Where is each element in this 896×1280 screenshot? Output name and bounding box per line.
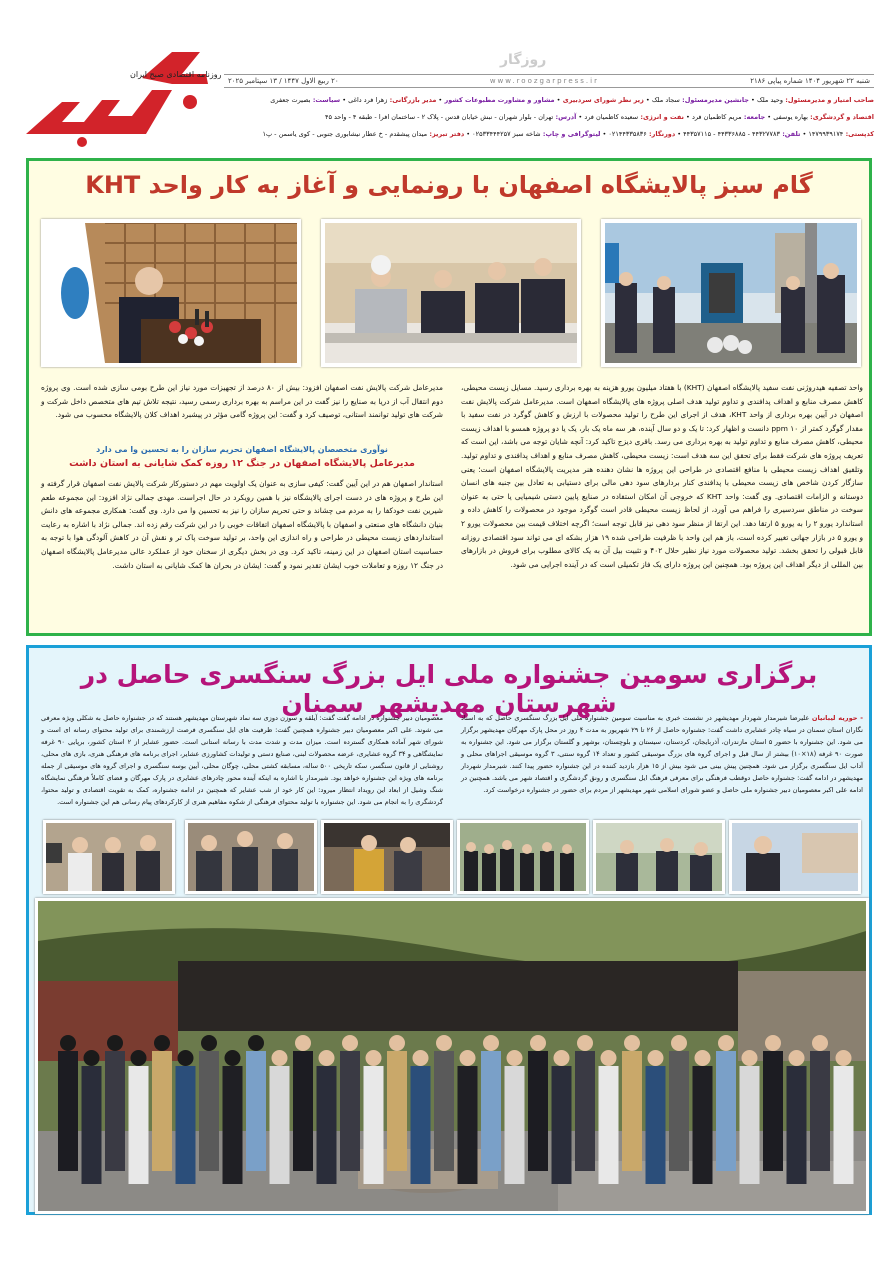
person bbox=[787, 1066, 807, 1184]
staff-role: زیر نظر شورای سردبیری bbox=[560, 96, 644, 104]
person bbox=[810, 1051, 830, 1171]
staff-role: لیتوگرافی و چاپ: bbox=[540, 130, 601, 138]
staff-role: جانشین مدیرمسئول: bbox=[679, 96, 749, 104]
thumb-1 bbox=[729, 820, 861, 894]
person bbox=[740, 1066, 760, 1184]
person bbox=[387, 1051, 407, 1171]
person-head bbox=[131, 1050, 147, 1066]
person-head bbox=[530, 1035, 546, 1051]
person-head bbox=[765, 1035, 781, 1051]
staff-value: سعیده کاظمیان فرد bbox=[584, 113, 639, 121]
staff-value: میدان پیشقدم - خ عطار نیشابوری جنوبی - کوی یاسمن - پ۱ bbox=[262, 130, 428, 138]
person bbox=[340, 1051, 360, 1171]
faint-logo: روزگار bbox=[500, 52, 547, 68]
person-head bbox=[577, 1035, 593, 1051]
person bbox=[176, 1066, 196, 1184]
person-head bbox=[248, 1035, 264, 1051]
thumb-6 bbox=[43, 820, 175, 894]
person bbox=[622, 1051, 642, 1171]
person bbox=[58, 1051, 78, 1171]
thumb-3 bbox=[457, 820, 589, 894]
staff-value: تهران - بلوار شهران - نبش خیابان قدس - پلاک ۲ - ساختمان افرا - طبقه ۴ - واحد ۴۵ bbox=[324, 113, 554, 121]
person-head bbox=[695, 1050, 711, 1066]
person-head bbox=[413, 1050, 429, 1066]
person-head bbox=[601, 1050, 617, 1066]
person-head bbox=[483, 1035, 499, 1051]
person-head bbox=[201, 1035, 217, 1051]
thumb-2 bbox=[593, 820, 725, 894]
refinery-col-right: واحد تصفیه هیدروژنی نفت سفید پالایشگاه اصفهان (KHT) با هفتاد میلیون یورو هزینه به بهره برداری رسید. مسایل زیست محیطی، کاهش مصرف منابع و اهداف پدافندی و تداوم تولید هدف اصلی پروژه های پالایشگاه اصفهان است. مدیرعامل شرکت پالایش نفت اصفهان در آیین بهره برداری از واحد KHT، هدف از اجرای این طرح را تولید محصولات با ارزش و کاهش گوگرد در نفت سفید با مقدار گوگرد کمتر از ppm ۱۰ دانست و اظهار کرد: تا یک و دو سال آینده، هر سه ماه یک بار، یک یا دو پروژه همسو با اهداف زیست محیطی، کاهش مصرف منابع و تداوم تولید به بهره برداری می رسد. باقری دیزج تاکید کرد: آنچه شایان توجه می باشد، این است که تعریف پروژه های شرکت فقط برای تحقق این سه هدف است: زیست محیطی، کاهش مصرف منابع و اهداف پدافندی و تداوم تولید. وتلفیق اهداف زیست محیطی با منافع اقتصادی در طراحی این پروژه ها نشان دهنده هنر مدیریت پالایشگاه اصفهان است؛ یعنی سازگار کردن شاخص های زیست محیطی با پدافندی کنار بردارهای سود دهی مالی برای دستیابی به تعادل بین جنبه های انسان دوستانه و الزامات اقتصادی. وی گفت: واحد KHT که خروجی آن امکان استفاده در صنایع پایین دستی شیمیایی یا حتی به عنوان سوخت در مناطق سردسیری را فراهم می آورد، از لحاظ زیست محیطی قادر است گوگرد موجود در محصولات را کاهش داده و استاندارد یورو ۲ را به یورو ۵ ارتقا دهد. این ارتقا از منظر سود دهی نیز قابل توجه است؛ اگرچه اختلاف قیمت بین محصولات یورو ۲ و یورو ۵ در بازار جهانی تغییر کرده است، باز هم این واحد با ظرفیت طراحی شده ۱۹ هزار بشکه ای می تواند سود اقتصادی روزانه قابل قبولی را تحقق بخشد. تولید محصولات مورد نیاز نظیر حلال ۴۰۲ و تثبیت بیل آن به یک کالای مطلوب برای فروش در بازارهای بین المللی از دیگر اهداف این پروژه بود. همچنین این پروژه دارای یک فاز تکمیلی است که در آینده اجرایی می شود. bbox=[461, 383, 864, 569]
festival-col-left: معصومیان دبیر جشنواره در ادامه گفت گفت: آیلقه و سوزن دوزی سه نماد شهرستان مهدیشهر هستند که در جشنواره حاصل به شکلی ویژه معرفی می شوند. علی اکبر معصومیان دبیر جشنواره همچنین گفت: ظرفیت های ایل سنگسری فرصت ارزشمندی برای تولید محتوای رسانه ای است و شورای شهر آماده همکاری گسترده است. میزان مدت و شدت مدت با رسانه استانی است. حضور عشایر از ۲ استان کشور، برپایی ۹۰ غرفه نمایشگاهی و ۳۴ گروه عشایری، عرضه محصولات لبنی، صنایع دستی و تولیدات کشاورزی عشایر، اجرای برنامه های فرهنگی هنری، بازی های محلی، روشنایی از قانون سنگسر، سکه تاریخی ۵۰۰ ساله، مسابقه کشتی محلی، چوگان محلی، آیین بوسه سنگسری و اجرای گروه های موسیقی از جمله برنامه های ویژه این جشنواره خواهد بود. شیرمدار با اشاره به اینکه آینده محور چادرهای عشایری در پارک مهرگان و فضای کاملاً فرهنگی نمایشگاه شنگ وشیل از ابعاد این رویداد انتظار میرود: این کار خود از شب عشایر که همچنین در ادامه جشنواره، کمک به تقویت اقتصادی و تولید محتوا، گردشگری را به انجام می شود. این جشنواره با تولید محتوای فرهنگی از شکوه مفاهیم هنری از کارکردهای پیام رسانی هم این جشنواره است. bbox=[41, 714, 444, 806]
person bbox=[434, 1051, 454, 1171]
article-refinery bbox=[26, 158, 872, 636]
person bbox=[458, 1066, 478, 1184]
issue-number: شنبه ۲۲ شهریور ۱۴۰۴ شماره پیاپی ۲۱۸۶ bbox=[750, 77, 870, 85]
person-head bbox=[84, 1050, 100, 1066]
festival-byline: - حوریه لیبانیان bbox=[811, 714, 863, 722]
staff-line-2: اقتصاد و گردشگری: بهاره یوسفی • جامعه: مریم کاظمیان فرد • نفت و انرژی: سعیده کاظمیان فرد • آدرس: تهران - بلوار شهران - نبش خیابان قدس - پلاک ۲ - ساختمان افرا - طبقه ۴ - واحد ۴۵ bbox=[324, 113, 874, 121]
person bbox=[317, 1066, 337, 1184]
thumb-4 bbox=[321, 820, 453, 894]
person-head bbox=[272, 1050, 288, 1066]
person bbox=[528, 1051, 548, 1171]
person bbox=[669, 1051, 689, 1171]
staff-role: کدپستی: bbox=[843, 130, 874, 138]
person bbox=[834, 1066, 854, 1184]
photo-meeting bbox=[321, 219, 581, 367]
person-head bbox=[507, 1050, 523, 1066]
staff-value: ۰۲۱۴۴۳۳۵۸۳۶ bbox=[608, 130, 647, 138]
staff-role: اقتصاد و گردشگری: bbox=[807, 113, 874, 121]
person bbox=[293, 1051, 313, 1171]
refinery-subheading-b: مدیرعامل پالایشگاه اصفهان در جنگ ۱۲ روزه کمک شایانی به استان داشت bbox=[69, 458, 415, 469]
staff-role: دورنگار: bbox=[646, 130, 676, 138]
person bbox=[646, 1066, 666, 1184]
person-head bbox=[319, 1050, 335, 1066]
person-head bbox=[554, 1050, 570, 1066]
person bbox=[223, 1066, 243, 1184]
roozgar-logo bbox=[22, 38, 212, 150]
staff-role: جامعه: bbox=[741, 113, 766, 121]
person-head bbox=[460, 1050, 476, 1066]
website-url[interactable]: www.roozgarpress.ir bbox=[489, 77, 599, 85]
person bbox=[481, 1051, 501, 1171]
staff-role: نفت و انرژی: bbox=[638, 113, 684, 121]
person-head bbox=[836, 1050, 852, 1066]
person bbox=[246, 1051, 266, 1171]
staff-value: بصیرت جعفری bbox=[270, 96, 311, 104]
refinery-headline: گام سبز پالایشگاه اصفهان با رونمایی و آغاز به کار واحد KHT bbox=[85, 171, 813, 199]
refinery-subheading-a: نوآوری متخصصان پالایشگاه اصفهان تحریم سازان را به تحسین وا می دارد bbox=[96, 445, 388, 454]
staff-value: ۱۴۷۹۹۳۹۱۷۴ bbox=[808, 130, 844, 138]
person bbox=[599, 1066, 619, 1184]
staff-value: ۴۴۳۲۷۷۸۳ - ۴۴۳۳۶۸۸۵ - ۴۴۳۵۷۱۱۵ bbox=[683, 130, 780, 138]
person-head bbox=[366, 1050, 382, 1066]
person bbox=[716, 1051, 736, 1171]
person bbox=[270, 1066, 290, 1184]
festival-col-right bbox=[461, 712, 863, 796]
person-head bbox=[436, 1035, 452, 1051]
staff-value: زهرا فرد داغی bbox=[348, 96, 388, 104]
person-head bbox=[624, 1035, 640, 1051]
person bbox=[552, 1066, 572, 1184]
group-photo bbox=[35, 898, 869, 1214]
staff-value: شاخه سبز ۰۲۵۳۳۴۴۴۲۵۷ bbox=[472, 130, 541, 138]
festival-headline: برگزاری سومین جشنواره ملی ایل بزرگ سنگسری حاصل در شهرستان مهدیشهر سمنان bbox=[80, 660, 818, 718]
photo-ceremony bbox=[601, 219, 861, 367]
staff-role: آدرس: bbox=[553, 113, 577, 121]
person bbox=[105, 1051, 125, 1171]
tagline: روزنامه اقتصادی صبح ایران bbox=[130, 70, 222, 79]
thumb-5 bbox=[185, 820, 317, 894]
issue-strip bbox=[224, 74, 874, 88]
staff-role: دفتر تبریز: bbox=[427, 130, 465, 138]
masthead bbox=[0, 0, 896, 150]
person-head bbox=[295, 1035, 311, 1051]
person-head bbox=[342, 1035, 358, 1051]
staff-role: تلفن: bbox=[779, 130, 801, 138]
person-head bbox=[154, 1035, 170, 1051]
staff-value: بهاره یوسفی bbox=[773, 113, 808, 121]
article-festival bbox=[26, 645, 872, 1215]
staff-role: صاحب امتیاز و مدیرمسئول: bbox=[783, 96, 874, 104]
person bbox=[411, 1066, 431, 1184]
person-head bbox=[812, 1035, 828, 1051]
person-head bbox=[107, 1035, 123, 1051]
photo-speech bbox=[41, 219, 301, 367]
person bbox=[575, 1051, 595, 1171]
person-head bbox=[718, 1035, 734, 1051]
staff-value: مریم کاظمیان فرد bbox=[691, 113, 742, 121]
staff-list bbox=[224, 92, 874, 143]
person bbox=[129, 1066, 149, 1184]
person bbox=[364, 1066, 384, 1184]
person bbox=[505, 1066, 525, 1184]
person-head bbox=[60, 1035, 76, 1051]
staff-role: مدیر بازرگانی: bbox=[387, 96, 437, 104]
staff-value: وحید ملک bbox=[756, 96, 783, 104]
person-head bbox=[789, 1050, 805, 1066]
refinery-col-left-1: مدیرعامل شرکت پالایش نفت اصفهان افزود: بیش از ۸۰ درصد از تجهیزات مورد نیاز این طرح بومی سازی شده است. وی پروژه دوم انتقال آب از دریا به صنایع را نیز گفت در این مراسم به بهره برداری رسمی رسید، نتیجه تلاش تیم های متخصص داخل شرکت و شرکت های تولید توانمند استانی، توصیف کرد و گفت: این پروژه گامی مؤثر در پیشبرد اهداف کلان پالایشگاه محسوب می شود. bbox=[41, 383, 444, 420]
staff-role: مشاور و مشاورت مطبوعات کشور bbox=[442, 96, 555, 104]
person-head bbox=[742, 1050, 758, 1066]
staff-line-1: صاحب امتیاز و مدیرمسئول: وحید ملک • جانشین مدیرمسئول: سجاد ملک • زیر نظر شورای سردبیری • مشاور و مشاورت مطبوعات کشور • مدیر بازرگانی: زهرا فرد داغی • سیاست: بصیرت جعفری bbox=[270, 96, 874, 104]
staff-value: سجاد ملک bbox=[651, 96, 680, 104]
person bbox=[763, 1051, 783, 1171]
staff-line-3: کدپستی: ۱۴۷۹۹۳۹۱۷۴ • تلفن: ۴۴۳۲۷۷۸۳ - ۴۴۳۳۶۸۸۵ - ۴۴۳۵۷۱۱۵ • دورنگار: ۰۲۱۴۴۳۳۵۸۳۶ • لیتوگرافی و چاپ: شاخه سبز ۰۲۵۳۳۴۴۴۲۵۷ • دفتر تبریز: میدان پیشقدم - خ عطار نیشابوری جنوبی - کوی یاسمن - پ۱ bbox=[262, 130, 874, 138]
person-head bbox=[389, 1035, 405, 1051]
staff-role: سیاست: bbox=[310, 96, 341, 104]
person-head bbox=[648, 1050, 664, 1066]
person bbox=[152, 1051, 172, 1171]
person-head bbox=[178, 1050, 194, 1066]
festival-body-right: علیرضا شیرمدار شهردار مهدیشهر در نشست خبری به مناسبت سومین جشنواره ملی ایل بزرگ سنگسری حاصل که به اسناد نگاران استان سمنان در سیاه چادر عشایری داشت گفت: جشنواره حاصل از ۲۶ تا ۲۹ شهریور به مدت ۴ روز در محل پارک مهرگان مهدیشهر برگزار می شود. این جشنواره با حضور ۵ استان مازندران، آذربایجان، کردستان، سیستان و بلوچستان، بوشهر و گلستان برگزار می شود. این جشنواره به صورت ۹۰ غرفه (۱۸×۱۰) بیشتر از سال قبل و اجرای گروه های بزرگ موسیقی کشور و تعداد ۱۴ گروه سنتی، ۳ گروه موسیقی اجراهای محلی و آداب ایل سنگسری برگزار می شود. همچنین پیش بینی می شود بیش از ۱۵ هزار بازدید کننده در این جشنواره حضور پیدا کنند. شیرمدار شهردار مهدیشهر در ادامه گفت: جشنواره حاصل دوقطب فرهنگی برای معرفی فرهنگ ایل سنگسری و رونق گردشگری و اقتصاد شهر می باشد. همچنین در ادامه علی اکبر معصومیان دبیر جشنواره ملی حاصل و عضو شورای اسلامی شهر مهدیشهر از مردم برای حضور در جشنواره درخواست کرد. bbox=[461, 714, 864, 794]
issue-date: ۲۰ ربیع الاول ۱۴۴۷ / ۱۳ سپتامبر ۲۰۲۵ bbox=[228, 77, 339, 85]
person bbox=[693, 1066, 713, 1184]
person-head bbox=[225, 1050, 241, 1066]
refinery-col-left-2: استاندار اصفهان هم در این آیین گفت: کیفی سازی به عنوان یک اولویت مهم در دستورکار شرکت پالایش نفت اصفهان قرار گرفته و این طرح و پروژه های در دست اجرای پالایشگاه نیز با همین رویکرد در حال اجراست. مهدی جمالی نژاد افزود: این مجموعه طعم شیرین نفت خودکفا را به مردم می چشاند و حتی تحریم سازان را نیز به تحسین وا می دارد. وی گفت: همکاری مجموعه های دانش بنیان دانشگاه های صنعتی و اصفهان با پالایشگاه اصفهان اتفاقات خوبی را در این شرکت رقم زده اند. جمالی نژاد با اشاره به رعایت استانداردهای زیست محیطی در طراحی و راه اندازی این واحد، بر تولید سوخت پاک تر و نقش آن در کاهش آلودگی هوا با توجه به حساسیت استان اصفهان در این زمینه، تاکید کرد. وی در بخش دیگری از سخنان خود از عملکرد عالی مدیرعامل پالایشگاه اصفهان در جنگ ۱۲ روزه و تعاملات خوب ایشان تقدیر نمود و گفت: ایشان در بحران ها کمک شایانی به استان داشت. bbox=[41, 479, 443, 570]
person bbox=[82, 1066, 102, 1184]
person-head bbox=[671, 1035, 687, 1051]
person bbox=[199, 1051, 219, 1171]
